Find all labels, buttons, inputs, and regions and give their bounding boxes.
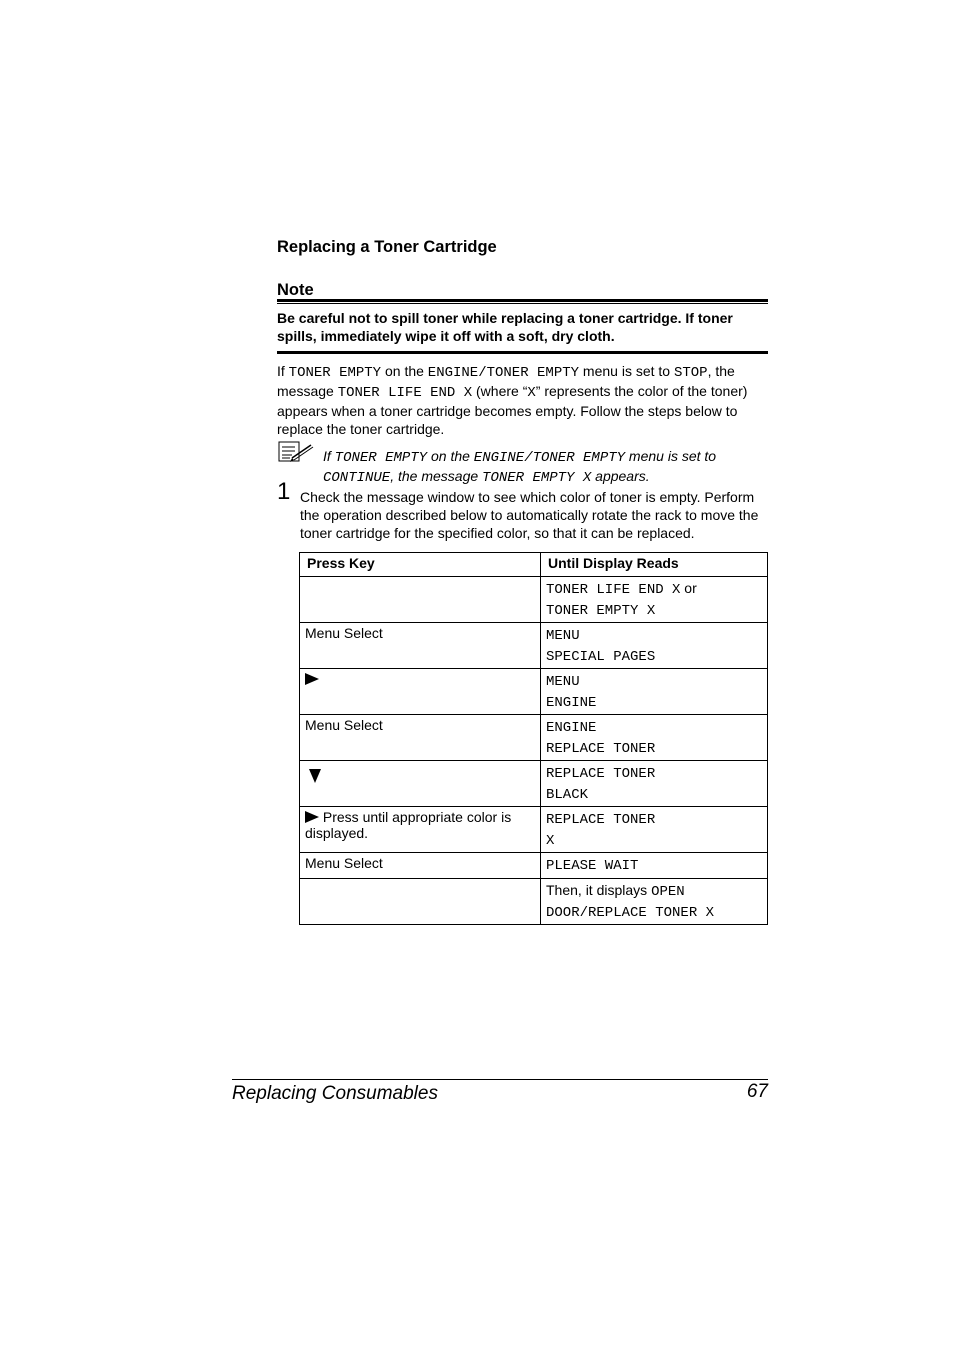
display-line: X [546,833,555,849]
memo-code: TONER EMPTY [334,450,428,466]
display-cell [541,807,768,853]
memo-code: CONTINUE [323,470,391,486]
step-text: Check the message window to see which color of toner is empty. Perform the operation described below to automatically rotate the rack to move the toner cartridge for the specified color, so that it can be replaced. [300,489,759,541]
display-cell [541,715,768,761]
memo-fragment: , the message [390,468,483,484]
display-connector: or [680,580,697,596]
key-label: Press until appropriate color is displayed. [305,809,512,841]
display-line: REPLACE TONER [546,741,656,757]
note-body: Be careful not to spill toner while replacing a toner cartridge. If toner spills, immediately wipe it off with a soft, dry cloth. [277,310,733,344]
display-line: REPLACE TONER [546,766,656,782]
display-cell [541,853,768,879]
key-label: Menu Select [305,717,383,733]
intro-text: ” represents the color of the toner) appears when a toner cartridge becomes empty. Follow the steps below to replace the toner cartridge. [277,383,748,437]
display-line: REPLACE TONER [546,812,656,828]
right-arrow-icon [305,811,319,823]
intro-code: X [527,385,536,401]
intro-code: TONER LIFE END X [337,385,473,401]
display-line: BLACK [546,787,589,803]
display-line: ENGINE [546,720,597,736]
intro-text: menu is set to [579,363,674,379]
display-cell [541,669,768,715]
memo-fragment: If [323,448,335,464]
memo-pencil-icon [278,441,314,463]
table-header-press-key: Press Key [300,553,541,577]
footer-chapter-title: Replacing Consumables [232,1083,438,1104]
display-line: TONER EMPTY X [546,603,656,619]
table-header-row [300,553,768,577]
table-row [300,577,768,623]
display-cell [541,577,768,623]
display-line: OPEN [651,884,685,900]
note-box [277,281,768,354]
table-row [300,715,768,761]
display-cell [541,623,768,669]
footer-divider [232,1079,768,1080]
memo-code: ENGINE/TONER EMPTY [473,450,626,466]
table-row [300,807,768,853]
press-key-cell [300,669,541,715]
display-line: SPECIAL PAGES [546,649,656,665]
table-row [300,879,768,925]
press-key-cell [300,879,541,925]
table-row [300,853,768,879]
page-number: 67 [746,1081,768,1102]
press-key-cell [300,623,541,669]
key-sequence-table [299,552,768,925]
table-header-display-reads: Until Display Reads [541,553,768,577]
press-key-cell [300,807,541,853]
right-arrow-icon [305,673,319,685]
memo-fragment: menu is set to [625,448,717,464]
memo-text [323,447,769,487]
display-line: ENGINE [546,695,597,711]
table-row [300,761,768,807]
intro-text: , the message [277,363,735,399]
table-row [300,669,768,715]
down-arrow-icon [309,769,321,783]
press-key-cell [300,761,541,807]
display-prefix: Then, it displays [546,882,652,898]
display-line: MENU [546,674,580,690]
intro-code: TONER EMPTY [288,365,382,381]
display-line: MENU [546,628,580,644]
table-row [300,623,768,669]
memo-fragment: appears. [591,468,650,484]
step-number: 1 [277,478,291,505]
display-cell [541,879,768,925]
memo-fragment: on the [427,448,474,464]
press-key-cell [300,853,541,879]
intro-text: (where “ [472,383,528,399]
intro-code: STOP [673,365,708,381]
intro-text: on the [381,363,428,379]
display-line: PLEASE WAIT [546,858,639,874]
note-divider-bottom [277,351,768,354]
section-title: Replacing a Toner Cartridge [277,238,497,256]
press-key-cell [300,715,541,761]
display-line: DOOR/REPLACE TONER X [546,905,715,921]
display-cell [541,761,768,807]
note-title: Note [277,281,314,299]
press-key-cell [300,577,541,623]
display-line: TONER LIFE END X [546,582,681,598]
intro-text: If [277,363,289,379]
intro-paragraph [277,362,769,438]
intro-code: ENGINE/TONER EMPTY [427,365,580,381]
key-label: Menu Select [305,855,383,871]
memo-code: TONER EMPTY X [482,470,592,486]
key-label: Menu Select [305,625,383,641]
